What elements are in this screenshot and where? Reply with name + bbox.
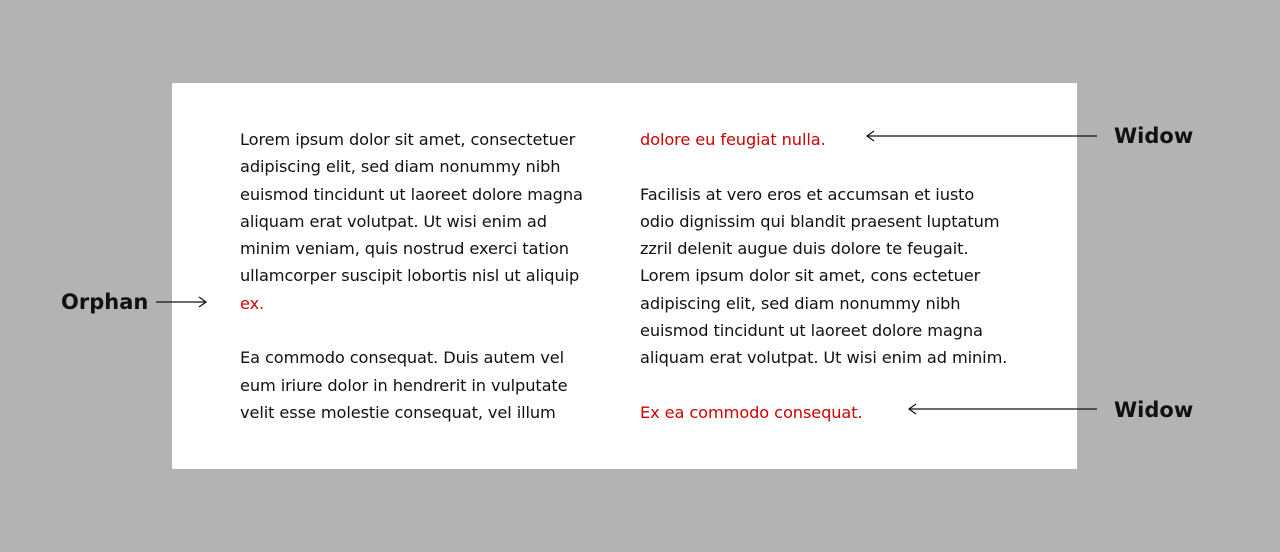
text-line: zzril delenit augue duis dolore te feugait. <box>640 239 969 259</box>
text-line: Facilisis at vero eros et accumsan et iusto <box>640 184 975 204</box>
text-line: aliquam erat volutpat. Ut wisi enim ad minim. <box>640 348 1008 368</box>
text-line: Ea commodo consequat. Duis autem vel <box>240 348 565 368</box>
orphan-line: ex. <box>240 293 265 313</box>
text-line: adipiscing elit, sed diam nonummy nibh <box>640 293 961 313</box>
text-line: minim veniam, quis nostrud exerci tation <box>240 239 569 259</box>
text-line: ullamcorper suscipit lobortis nisl ut aliquip <box>240 266 580 286</box>
widow-arrow-top <box>867 131 1097 141</box>
text-line: aliquam erat volutpat. Ut wisi enim ad <box>240 211 547 231</box>
text-line: eum iriure dolor in hendrerit in vulputate <box>240 375 568 395</box>
text-line: euismod tincidunt ut laoreet dolore magna <box>240 184 583 204</box>
widow-label-top: Widow <box>1114 124 1194 148</box>
orphan-label: Orphan <box>61 290 149 314</box>
widow-line-bottom: Ex ea commodo consequat. <box>640 402 863 422</box>
text-line: velit esse molestie consequat, vel illum <box>240 402 556 422</box>
widow-arrow-bottom <box>909 404 1097 414</box>
text-line: adipiscing elit, sed diam nonummy nibh <box>240 157 561 177</box>
text-line: Lorem ipsum dolor sit amet, consectetuer <box>240 130 576 149</box>
text-line: odio dignissim qui blandit praesent luptatum <box>640 211 1000 231</box>
orphan-arrow <box>156 297 206 307</box>
widow-line-top: dolore eu feugiat nulla. <box>640 130 826 149</box>
text-line: euismod tincidunt ut laoreet dolore magna <box>640 321 983 341</box>
text-line: Lorem ipsum dolor sit amet, cons ectetuer <box>640 266 981 286</box>
widow-label-bottom: Widow <box>1114 398 1194 422</box>
